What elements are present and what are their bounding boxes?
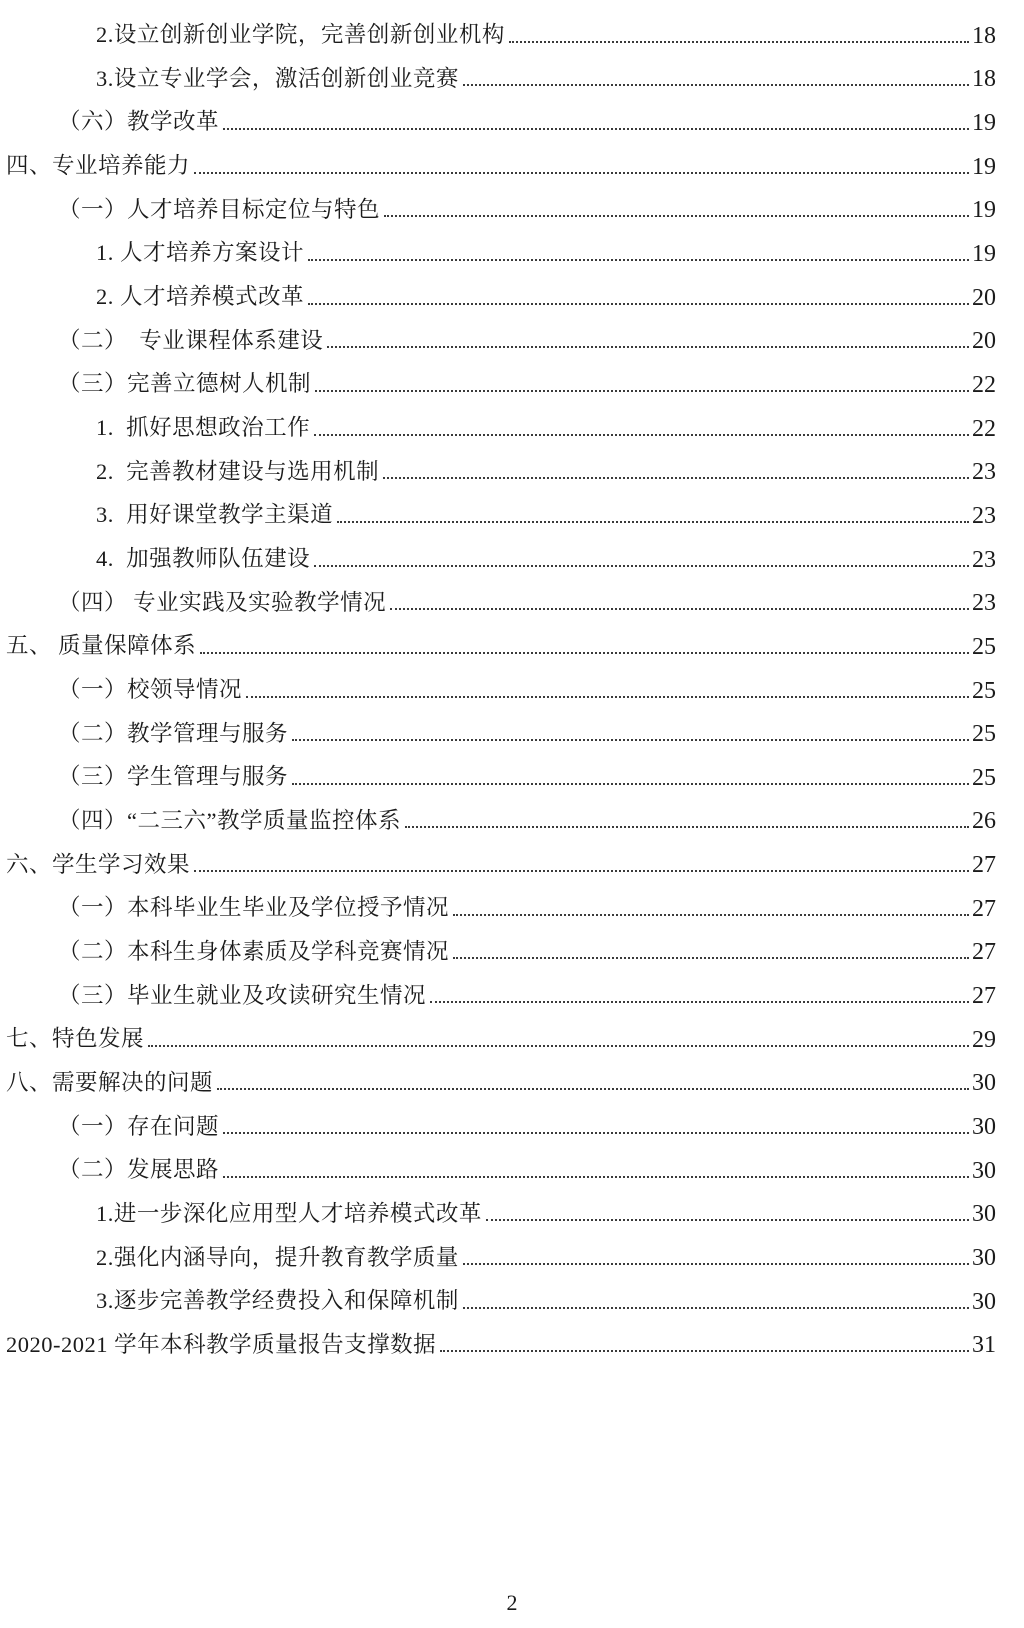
- toc-entry-label: （一）本科毕业生毕业及学位授予情况: [58, 895, 450, 921]
- toc-entry-page: 22: [972, 415, 996, 442]
- toc-entry: [0, 490, 996, 534]
- dot-leader: [405, 826, 969, 828]
- toc-entry-label: 1. 抓好思想政治工作: [96, 415, 311, 441]
- dot-leader: [246, 696, 969, 698]
- toc-entry-label: 2. 完善教材建设与选用机制: [96, 458, 380, 484]
- dot-leader: [223, 1132, 969, 1134]
- toc-entry: [0, 665, 996, 709]
- toc-entry: [0, 447, 996, 491]
- dot-leader: [327, 346, 969, 348]
- toc-entry: [0, 796, 996, 840]
- dot-leader: [453, 914, 969, 916]
- toc-entry: [0, 97, 996, 141]
- dot-leader: [486, 1219, 969, 1221]
- toc-entry-page: 18: [972, 22, 996, 49]
- dot-leader: [148, 1045, 969, 1047]
- toc-entry: [0, 316, 996, 360]
- toc-entry-label: （六）教学改革: [58, 109, 220, 135]
- page-number: 2: [506, 1590, 518, 1615]
- toc-entry: [0, 1101, 996, 1145]
- toc-entry-label: 3.设立专业学会，激活创新创业竞赛: [96, 65, 459, 91]
- toc-entry-page: 23: [972, 502, 996, 529]
- toc-entry-page: 30: [972, 1157, 996, 1184]
- dot-leader: [223, 1176, 969, 1178]
- toc-entry-page: 30: [972, 1288, 996, 1315]
- toc-entry-page: 31: [972, 1332, 996, 1359]
- toc-entry-label: （三）学生管理与服务: [58, 764, 289, 790]
- toc-entry-label: 2.强化内涵导向，提升教育教学质量: [96, 1244, 459, 1270]
- toc-entry-label: （三）毕业生就业及攻读研究生情况: [58, 982, 427, 1008]
- dot-leader: [509, 41, 969, 43]
- toc-entry-label: （二）教学管理与服务: [58, 720, 289, 746]
- dot-leader: [440, 1350, 969, 1352]
- toc-entry: [0, 1058, 996, 1102]
- toc-entry: [0, 228, 996, 272]
- toc-entry-page: 27: [972, 852, 996, 879]
- toc-entry-page: 20: [972, 328, 996, 355]
- dot-leader: [463, 1263, 969, 1265]
- dot-leader: [194, 870, 969, 872]
- toc-entry-label: （一）校领导情况: [58, 677, 243, 702]
- toc-entry-page: 23: [972, 546, 996, 573]
- dot-leader: [337, 521, 969, 523]
- dot-leader: [315, 390, 969, 392]
- toc-entry-label: （四） 专业实践及实验教学情况: [58, 589, 387, 615]
- toc-entry-label: （一）存在问题: [58, 1113, 220, 1139]
- toc-entry-label: （一）人才培养目标定位与特色: [58, 196, 381, 222]
- toc-entry: [0, 272, 996, 316]
- toc-entry-page: 27: [972, 939, 996, 966]
- toc-entry-page: 19: [972, 240, 996, 267]
- toc-entry-page: 19: [972, 109, 996, 136]
- toc-entry-page: 26: [972, 808, 996, 835]
- dot-leader: [308, 303, 969, 305]
- toc-entry: [0, 10, 996, 54]
- toc-entry-label: 六、学生学习效果: [6, 851, 191, 877]
- toc-entry: [0, 534, 996, 578]
- toc-entry: [0, 752, 996, 796]
- dot-leader: [384, 215, 969, 217]
- toc-entry-page: 19: [972, 153, 996, 180]
- toc-entry: [0, 883, 996, 927]
- toc-entry-page: 25: [972, 764, 996, 791]
- toc-entry: [0, 621, 996, 665]
- toc-entry-label: 2. 人才培养模式改革: [96, 284, 305, 310]
- toc-entry-page: 27: [972, 983, 996, 1010]
- toc-entry: [0, 1232, 996, 1276]
- dot-leader: [217, 1088, 969, 1090]
- dot-leader: [194, 172, 969, 174]
- dot-leader: [430, 1001, 969, 1003]
- dot-leader: [453, 957, 969, 959]
- toc-entry-label: 4. 加强教师队伍建设: [96, 546, 311, 572]
- dot-leader: [292, 739, 969, 741]
- toc-entry: [0, 185, 996, 229]
- toc-entry-label: （二）本科生身体素质及学科竞赛情况: [58, 938, 450, 964]
- toc-entry: [0, 709, 996, 753]
- toc-entry-label: 五、 质量保障体系: [6, 633, 197, 659]
- toc-entry-label: （四）“二三六”教学质量监控体系: [58, 807, 401, 833]
- page-footer: [0, 1590, 1024, 1616]
- toc-entry-label: 八、需要解决的问题: [6, 1069, 214, 1095]
- toc-entry: [0, 578, 996, 622]
- toc-entry-label: 七、特色发展: [6, 1026, 145, 1052]
- toc-entry-label: 3.逐步完善教学经费投入和保障机制: [96, 1288, 459, 1314]
- dot-leader: [314, 565, 969, 567]
- dot-leader: [463, 84, 969, 86]
- dot-leader: [200, 652, 969, 654]
- toc-entry: [0, 403, 996, 447]
- toc-entry-label: 2.设立创新创业学院，完善创新创业机构: [96, 22, 505, 48]
- dot-leader: [390, 608, 969, 610]
- toc-entry: [0, 1014, 996, 1058]
- toc-entry-page: 23: [972, 590, 996, 617]
- toc-entry: [0, 141, 996, 185]
- toc-entry-label: 1.进一步深化应用型人才培养模式改革: [96, 1200, 482, 1226]
- toc-entry-page: 25: [972, 633, 996, 660]
- toc-entry-page: 30: [972, 1114, 996, 1141]
- toc-entry-label: 2020-2021 学年本科教学质量报告支撑数据: [6, 1331, 437, 1357]
- toc-entry-label: （三）完善立德树人机制: [58, 371, 312, 397]
- toc-entry-page: 19: [972, 197, 996, 224]
- dot-leader: [383, 477, 969, 479]
- dot-leader: [223, 128, 969, 130]
- toc-entry: [0, 359, 996, 403]
- toc-entry: [0, 1145, 996, 1189]
- toc-entry-page: 23: [972, 459, 996, 486]
- dot-leader: [463, 1307, 969, 1309]
- dot-leader: [314, 434, 969, 436]
- toc-entry-label: 1. 人才培养方案设计: [96, 240, 305, 266]
- toc-entry: [0, 970, 996, 1014]
- toc-entry-page: 20: [972, 284, 996, 311]
- toc-entry-page: 22: [972, 371, 996, 398]
- toc-entry-page: 27: [972, 895, 996, 922]
- toc-entry-page: 30: [972, 1070, 996, 1097]
- toc-entry: [0, 1276, 996, 1320]
- toc-entry-page: 18: [972, 66, 996, 93]
- toc-entry: [0, 839, 996, 883]
- toc-entry-page: 29: [972, 1026, 996, 1053]
- toc-entry-page: 30: [972, 1201, 996, 1228]
- toc-entry-label: 3. 用好课堂教学主渠道: [96, 502, 334, 528]
- toc-entry-label: 四、专业培养能力: [6, 153, 191, 179]
- dot-leader: [308, 259, 969, 261]
- dot-leader: [292, 783, 969, 785]
- toc-entry: [0, 1320, 996, 1364]
- toc-entry-page: 25: [972, 721, 996, 748]
- toc-entry: [0, 54, 996, 98]
- toc-entry: [0, 1189, 996, 1233]
- toc-entry: [0, 927, 996, 971]
- toc-entry-label: （二） 专业课程体系建设: [58, 327, 324, 353]
- toc-entry-page: 25: [972, 677, 996, 704]
- toc-entry-page: 30: [972, 1245, 996, 1272]
- toc-entry-label: （二）发展思路: [58, 1157, 220, 1183]
